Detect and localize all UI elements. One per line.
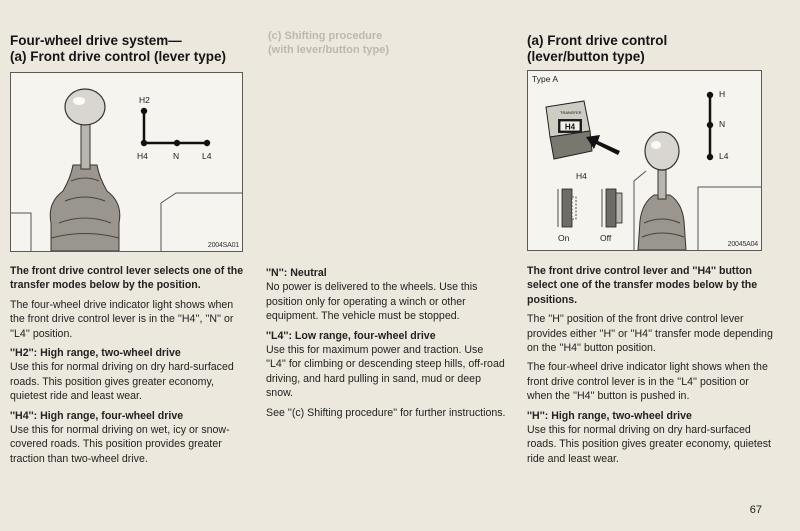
show-through: (with lever/button type) xyxy=(268,44,389,56)
label-l4: L4 xyxy=(719,151,729,161)
type-label: Type A xyxy=(532,74,558,84)
right-text xyxy=(527,264,777,471)
figure-code: 2004SA01 xyxy=(207,242,239,249)
lead-paragraph: The front drive control lever and ''H4'' button select one of the transfer modes below by the positions. xyxy=(527,265,758,306)
mode-l4-body: Use this for maximum power and traction. Use ''L4'' for climbing or descending steep hills, off-road driving, and hard pulling in sand, mud or deep snow. xyxy=(266,344,505,400)
svg-text:TRANSFER: TRANSFER xyxy=(560,110,582,115)
lever-button-figure xyxy=(527,70,762,251)
mode-l4-title: ''L4'': Low range, four-wheel drive xyxy=(266,329,436,342)
label-n: N xyxy=(173,151,180,161)
mode-h4-title: ''H4'': High range, four-wheel drive xyxy=(10,409,184,422)
see-reference: See ''(c) Shifting procedure'' for further instructions. xyxy=(266,406,506,419)
mode-h2-body: Use this for normal driving on dry hard-surfaced roads. This position gives greater economy, quietest ride and least wear. xyxy=(10,361,234,403)
section-subheading: (lever/button type) xyxy=(527,49,645,64)
mode-h-body: Use this for normal driving on dry hard-surfaced roads. This position gives greater economy, quietest ride and least wear. xyxy=(527,424,771,465)
section-heading: (a) Front drive control xyxy=(527,33,668,48)
lever-figure xyxy=(10,72,243,252)
label-off: Off xyxy=(600,233,612,243)
page-number: 67 xyxy=(749,504,762,516)
label-h4: H4 xyxy=(576,171,587,181)
mode-n-body: No power is delivered to the wheels. Use this position only for operating a winch or other equipment. The vehicle must be stopped. xyxy=(266,281,478,323)
lever-illustration xyxy=(11,73,242,251)
show-through: (c) Shifting procedure xyxy=(268,30,383,42)
svg-text:H4: H4 xyxy=(564,122,576,132)
label-h: H xyxy=(719,89,726,99)
label-l4: L4 xyxy=(202,151,212,161)
paragraph: The four-wheel drive indicator light shows when the front drive control lever is in the ''H4'', ''N'' or ''L4'' position. xyxy=(10,298,234,340)
section-subheading: (a) Front drive control (lever type) xyxy=(10,49,227,64)
mode-h-title: ''H'': High range, two-wheel drive xyxy=(527,409,692,422)
paragraph: The four-wheel drive indicator light shows when the front drive control lever is in the ''L4'' position or when the ''H4'' button is pushed in. xyxy=(527,361,768,403)
label-on: On xyxy=(558,233,570,243)
mode-h4-body: Use this for normal driving on wet, icy or snow-covered roads. This position provides greater traction than two-wheel drive. xyxy=(10,424,230,465)
label-n: N xyxy=(719,119,726,129)
mode-n-title: ''N'': Neutral xyxy=(266,267,327,279)
left-text xyxy=(10,264,246,471)
label-h2: H2 xyxy=(139,95,150,105)
figure-code: 20045A04 xyxy=(727,241,758,248)
section-heading: Four-wheel drive system— xyxy=(10,33,182,48)
lead-paragraph: The front drive control lever selects one of the transfer modes below by the position. xyxy=(10,265,244,292)
label-h4: H4 xyxy=(137,151,148,161)
paragraph: The ''H'' position of the front drive control lever provides either ''H'' or ''H4'' transfer mode depending on the ''H4'' button position. xyxy=(527,313,773,355)
mode-h2-title: ''H2'': High range, two-wheel drive xyxy=(10,347,181,360)
middle-text xyxy=(266,266,506,425)
